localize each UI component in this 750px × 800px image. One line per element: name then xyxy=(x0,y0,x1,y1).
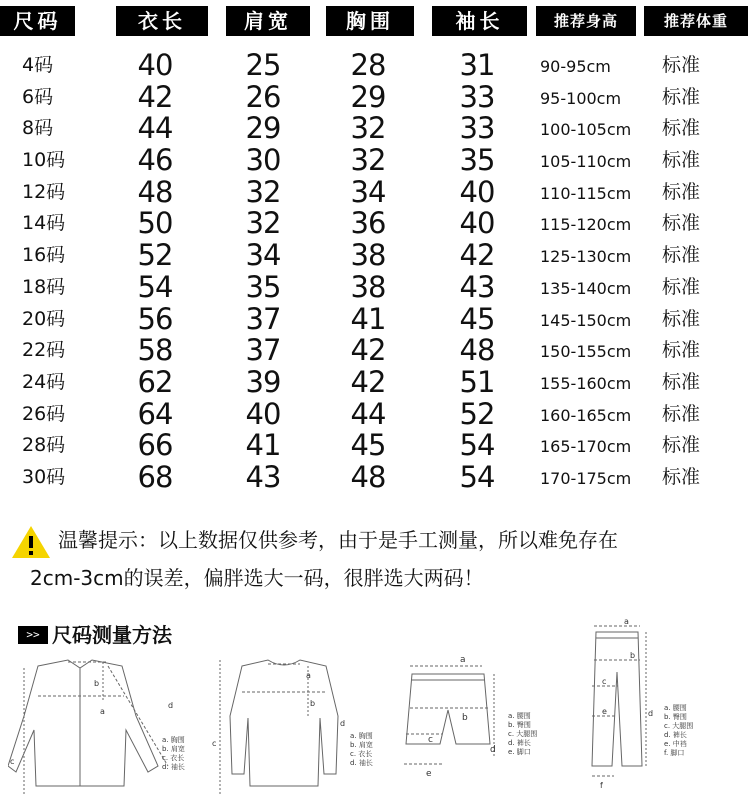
pants-diagram xyxy=(580,616,660,798)
shorts-letter-c: c xyxy=(428,735,433,745)
chest-cell: 36 xyxy=(350,206,386,241)
size-cell: 22码 xyxy=(22,339,66,362)
chest-cell: 42 xyxy=(350,333,386,368)
length-cell: 52 xyxy=(137,238,173,273)
chest-cell: 45 xyxy=(350,428,386,463)
sleeve-cell: 54 xyxy=(459,428,495,463)
pants-letter-b: b xyxy=(630,651,636,660)
size-cell: 14码 xyxy=(22,212,66,235)
table-row xyxy=(0,301,750,336)
shorts-legend-a: a. 腰围 xyxy=(508,712,531,720)
shoulder-cell: 37 xyxy=(245,301,281,336)
header-shoulder: 肩宽 xyxy=(226,6,310,36)
measure-title: 尺码测量方法 xyxy=(52,623,172,647)
shoulder-cell: 35 xyxy=(245,269,281,304)
size-table-body xyxy=(0,50,750,494)
header-height: 推荐身高 xyxy=(536,6,636,36)
table-row xyxy=(0,335,750,367)
length-cell: 58 xyxy=(137,333,173,368)
size-cell: 4码 xyxy=(22,54,54,76)
shoulder-cell: 37 xyxy=(245,333,281,368)
chest-cell: 38 xyxy=(350,238,386,273)
sleeve-cell: 54 xyxy=(459,459,495,494)
pants-legend-e: e. 中裆 xyxy=(664,740,687,748)
shirt-diagram xyxy=(8,656,193,800)
header-sleeve: 袖长 xyxy=(432,6,527,36)
weight-cell: 标准 xyxy=(662,339,701,362)
chest-cell: 44 xyxy=(350,396,386,431)
chest-cell: 42 xyxy=(350,364,386,399)
height-cell: 90-95cm xyxy=(540,57,611,76)
shorts-legend-e: e. 脚口 xyxy=(508,748,531,756)
length-cell: 56 xyxy=(137,301,173,336)
shorts-legend xyxy=(508,712,537,757)
length-cell: 68 xyxy=(137,459,173,494)
weight-cell: 标准 xyxy=(662,402,701,425)
weight-cell: 标准 xyxy=(662,275,701,298)
size-cell: 24码 xyxy=(22,370,66,393)
chest-cell: 28 xyxy=(350,48,386,82)
height-cell: 100-105cm xyxy=(540,120,632,140)
shorts-letter-d: d xyxy=(490,745,496,755)
height-cell: 160-165cm xyxy=(540,405,632,425)
height-cell: 150-155cm xyxy=(540,342,632,362)
sleeve-cell: 33 xyxy=(459,79,495,114)
notice-text-line2: 2cm-3cm的误差，偏胖选大一码，很胖选大两码！ xyxy=(30,566,484,590)
pants-legend-c: c. 大腿围 xyxy=(664,722,694,730)
shirt-legend xyxy=(162,736,185,772)
shoulder-cell: 32 xyxy=(245,174,281,209)
header-weight: 推荐体重 xyxy=(644,6,748,36)
height-cell: 170-175cm xyxy=(540,468,632,488)
shorts-diagram xyxy=(398,652,508,798)
table-row xyxy=(0,145,750,177)
length-cell: 64 xyxy=(137,396,173,431)
shorts-letter-e: e xyxy=(426,769,432,779)
sleeve-cell: 51 xyxy=(459,364,495,399)
size-cell: 8码 xyxy=(22,117,54,140)
shoulder-cell: 43 xyxy=(245,459,281,494)
shorts-legend-b: b. 臀围 xyxy=(508,721,531,729)
shoulder-cell: 32 xyxy=(245,206,281,241)
pants-letter-a: a xyxy=(624,617,629,626)
double-arrow-icon: >> xyxy=(18,626,48,644)
shirt-letter-d: d xyxy=(168,701,174,710)
pants-legend-a: a. 腰围 xyxy=(664,704,687,712)
sweater-letter-d: d xyxy=(340,719,346,728)
height-cell: 155-160cm xyxy=(540,373,632,393)
sleeve-cell: 40 xyxy=(459,206,495,241)
table-row xyxy=(0,430,750,462)
length-cell: 46 xyxy=(137,143,173,178)
weight-cell: 标准 xyxy=(662,85,701,108)
sleeve-cell: 33 xyxy=(459,111,495,146)
sweater-diagram xyxy=(212,656,372,800)
shorts-letter-b: b xyxy=(462,713,468,723)
shoulder-cell: 25 xyxy=(245,48,281,82)
chest-cell: 32 xyxy=(350,143,386,178)
chest-cell: 38 xyxy=(350,269,386,304)
length-cell: 66 xyxy=(137,428,173,463)
shoulder-cell: 30 xyxy=(245,143,281,178)
pants-letter-d: d xyxy=(648,709,654,718)
pants-letter-f: f xyxy=(600,781,603,790)
shoulder-cell: 39 xyxy=(245,364,281,399)
shoulder-cell: 26 xyxy=(245,79,281,114)
table-row xyxy=(0,50,750,82)
table-row xyxy=(0,79,750,114)
height-cell: 110-115cm xyxy=(540,183,632,203)
weight-cell: 标准 xyxy=(662,307,701,330)
header-chest: 胸围 xyxy=(326,6,414,36)
height-cell: 135-140cm xyxy=(540,278,632,298)
height-cell: 165-170cm xyxy=(540,437,632,457)
table-row xyxy=(0,240,750,272)
length-cell: 50 xyxy=(137,206,173,241)
shirt-legend-a: a. 胸围 xyxy=(162,736,185,744)
height-cell: 115-120cm xyxy=(540,215,632,235)
size-cell: 10码 xyxy=(22,149,66,172)
table-row xyxy=(0,364,750,399)
sleeve-cell: 35 xyxy=(459,143,495,178)
pants-letter-e: e xyxy=(602,707,607,716)
sweater-legend-b: b. 肩宽 xyxy=(350,741,373,749)
sweater-letter-c: c xyxy=(212,739,217,748)
height-cell: 145-150cm xyxy=(540,310,632,330)
header-size: 尺码 xyxy=(0,6,75,36)
pants-letter-c: c xyxy=(602,677,607,686)
shirt-legend-b: b. 肩宽 xyxy=(162,745,185,753)
table-row xyxy=(0,208,750,240)
height-cell: 105-110cm xyxy=(540,152,632,172)
shorts-legend-c: c. 大腿围 xyxy=(508,730,538,738)
sweater-letter-a: a xyxy=(306,671,311,680)
sleeve-cell: 45 xyxy=(459,301,495,336)
table-row xyxy=(0,459,750,494)
table-row xyxy=(0,269,750,304)
length-cell: 40 xyxy=(137,48,173,82)
weight-cell: 标准 xyxy=(662,180,701,203)
table-row xyxy=(0,174,750,209)
size-cell: 30码 xyxy=(22,465,66,488)
size-cell: 20码 xyxy=(22,307,66,330)
shirt-legend-c: c. 衣长 xyxy=(162,754,185,762)
shorts-letter-a: a xyxy=(460,655,466,665)
height-cell: 95-100cm xyxy=(540,88,622,108)
length-cell: 48 xyxy=(137,174,173,209)
size-cell: 26码 xyxy=(22,402,66,425)
pants-legend-b: b. 臀围 xyxy=(664,713,687,721)
length-cell: 54 xyxy=(137,269,173,304)
shoulder-cell: 29 xyxy=(245,111,281,146)
weight-cell: 标准 xyxy=(662,465,701,488)
size-cell: 18码 xyxy=(22,275,66,298)
sweater-letter-b: b xyxy=(310,699,316,708)
sweater-legend-c: c. 衣长 xyxy=(350,750,373,758)
length-cell: 44 xyxy=(137,111,173,146)
sleeve-cell: 31 xyxy=(459,48,495,82)
weight-cell: 标准 xyxy=(662,434,701,457)
notice-text-line1: 温馨提示：以上数据仅供参考，由于是手工测量，所以难免存在 xyxy=(58,528,618,552)
shirt-letter-c: c xyxy=(10,757,15,766)
chest-cell: 41 xyxy=(350,301,386,336)
pants-legend xyxy=(664,704,693,758)
shoulder-cell: 40 xyxy=(245,396,281,431)
sweater-legend xyxy=(350,732,373,768)
sleeve-cell: 43 xyxy=(459,269,495,304)
pants-legend-f: f. 脚口 xyxy=(664,749,685,757)
sleeve-cell: 42 xyxy=(459,238,495,273)
height-cell: 125-130cm xyxy=(540,247,632,267)
shoulder-cell: 34 xyxy=(245,238,281,273)
size-cell: 16码 xyxy=(22,244,66,267)
shoulder-cell: 41 xyxy=(245,428,281,463)
size-table-header xyxy=(0,6,750,36)
length-cell: 42 xyxy=(137,79,173,114)
size-cell: 12码 xyxy=(22,180,66,203)
weight-cell: 标准 xyxy=(662,370,701,393)
header-length: 衣长 xyxy=(116,6,208,36)
weight-cell: 标准 xyxy=(662,54,701,76)
weight-cell: 标准 xyxy=(662,117,701,140)
table-row xyxy=(0,396,750,431)
weight-cell: 标准 xyxy=(662,149,701,172)
length-cell: 62 xyxy=(137,364,173,399)
size-cell: 28码 xyxy=(22,434,66,457)
shorts-legend-d: d. 裤长 xyxy=(508,739,531,747)
pants-legend-d: d. 裤长 xyxy=(664,731,687,739)
weight-cell: 标准 xyxy=(662,244,701,267)
sweater-legend-a: a. 胸围 xyxy=(350,732,373,740)
sleeve-cell: 52 xyxy=(459,396,495,431)
sleeve-cell: 40 xyxy=(459,174,495,209)
size-cell: 6码 xyxy=(22,85,54,108)
weight-cell: 标准 xyxy=(662,212,701,235)
chest-cell: 29 xyxy=(350,79,386,114)
sweater-legend-d: d. 袖长 xyxy=(350,759,373,767)
warning-icon xyxy=(10,524,52,560)
sleeve-cell: 48 xyxy=(459,333,495,368)
chest-cell: 32 xyxy=(350,111,386,146)
shirt-letter-b: b xyxy=(94,679,100,688)
shirt-legend-d: d. 袖长 xyxy=(162,763,185,771)
table-row xyxy=(0,113,750,145)
shirt-letter-a: a xyxy=(100,707,105,716)
chest-cell: 34 xyxy=(350,174,386,209)
chest-cell: 48 xyxy=(350,459,386,494)
